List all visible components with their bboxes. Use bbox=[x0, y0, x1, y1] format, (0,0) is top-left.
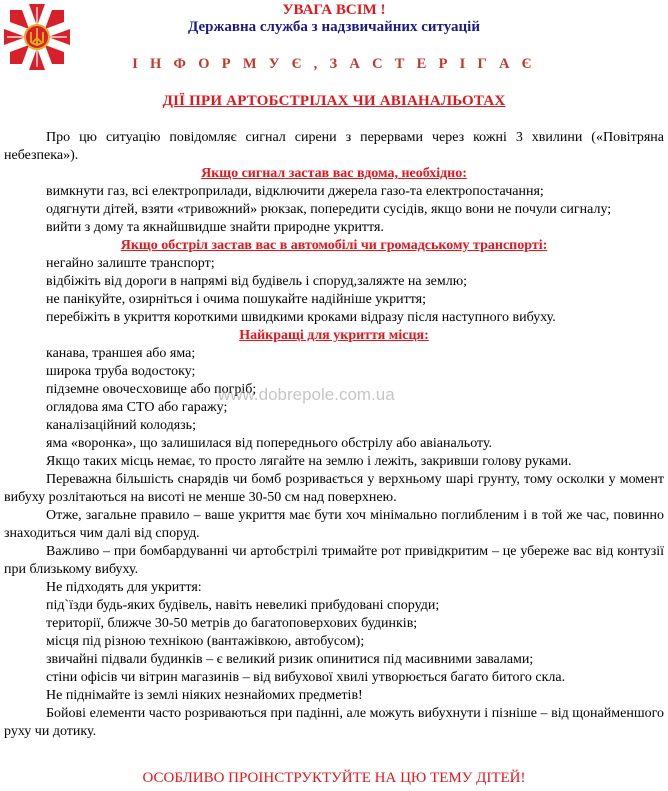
watermark: www.dobrepole.com.ua bbox=[218, 385, 395, 404]
body-paragraph: Переважна більшість снарядів чи бомб розривається у верхньому шарі грунту, тому осколки у момент вибуху розлітаються на висоті не менше 30-50 см над поверхнею. bbox=[4, 472, 664, 505]
list-item: відбіжіть від дороги в напрямі від будівель і споруд,заляжте на землю; bbox=[46, 274, 468, 289]
list-item: широка труба водостоку; bbox=[46, 364, 196, 379]
body-paragraph: Важливо – при бомбардуванні чи артобстрілі тримайте рот привідкритим – це убереже вас від контузії при близькому вибуху. bbox=[4, 544, 664, 577]
closing-paragraph: Бойові елементи часто розриваються при падінні, але можуть вибухнути і пізніше – від щонайменшого руху чи дотику. bbox=[4, 706, 664, 739]
section-heading-home: Якщо сигнал застав вас вдома, необхідно: bbox=[201, 166, 467, 181]
list-item: території, ближче 30-50 метрів до багатоповерхових будинків; bbox=[46, 616, 418, 631]
list-item: негайно залиште транспорт; bbox=[46, 256, 215, 271]
not-suitable-lead: Не підходять для укриття: bbox=[46, 580, 202, 595]
document-body bbox=[4, 129, 664, 741]
list-item: місця під різною технікою (вантажівкою, автобусом); bbox=[46, 634, 365, 649]
warning-line: Не піднімайте із землі ніяких незнайомих предметів! bbox=[46, 688, 363, 703]
list-item: не панікуйте, озирніться і очима пошукайте надійніше укриття; bbox=[46, 292, 426, 307]
list-item: підземне овочесховище або погріб; bbox=[46, 382, 257, 397]
list-item: канава, траншея або яма; bbox=[46, 346, 196, 361]
intro-paragraph: Про цю ситуацію повідомляє сигнал сирени з перервами через кожні 3 хвилини («Повітряна небезпека»). bbox=[4, 130, 664, 163]
section-heading-shelter: Найкращі для укриття місця: bbox=[239, 328, 429, 343]
list-item: оглядова яма СТО або гаражу; bbox=[46, 400, 228, 415]
informs-warns-line: І Н Ф О Р М У Є , З А С Т Е Р І Г А Є bbox=[132, 56, 536, 72]
section-heading-transport: Якщо обстріл застав вас в автомобілі чи громадському транспорті: bbox=[120, 238, 548, 253]
service-name: Державна служба з надзвичайних ситуацій bbox=[187, 19, 480, 35]
body-paragraph: Якщо таких місць немає, то просто лягайте на землю і лежіть, закривши голову руками. bbox=[46, 454, 572, 469]
body-paragraph: Отже, загальне правило – ваше укриття має бути хоч мінімально поглибленим і в той же час, повинно знаходиться чим далі від споруд. bbox=[4, 508, 664, 541]
list-item: стіни офісів чи вітрин магазинів – від вибухової хвилі утворюється багато битого скла. bbox=[46, 670, 566, 685]
attention-heading: УВАГА ВСІМ ! bbox=[282, 2, 386, 18]
list-item: вимкнути газ, всі електроприлади, відключити джерела газо-та електропостачання; bbox=[46, 184, 544, 199]
list-item: звичайні підвали будинків – є великий ризик опинитися під масивними завалами; bbox=[46, 652, 534, 667]
list-item: каналізаційний колодязь; bbox=[46, 418, 196, 433]
list-item: перебіжіть в укриття короткими швидкими кроками відразу після наступного вибуху. bbox=[46, 310, 556, 325]
list-item: одягнути дітей, взяти «тривожний» рюкзак, попередити сусідів, якщо вони не почули сигналу; bbox=[46, 202, 612, 217]
list-item: під`їзди будь-яких будівель, навіть невеликі прибудовані споруди; bbox=[46, 598, 440, 613]
list-item: вийти з дому та якнайшвидше знайти природне укриття. bbox=[46, 220, 384, 235]
list-item: яма «воронка», що залишилася від попереднього обстрілу або авіанальоту. bbox=[46, 436, 493, 451]
document-title: ДІЇ ПРИ АРТОБСТРІЛАХ ЧИ АВІАНАЛЬОТАХ bbox=[162, 93, 506, 109]
footer-warning: ОСОБЛИВО ПРОІНСТРУКТУЙТЕ НА ЦЮ ТЕМУ ДІТЕЙ! bbox=[142, 770, 526, 786]
